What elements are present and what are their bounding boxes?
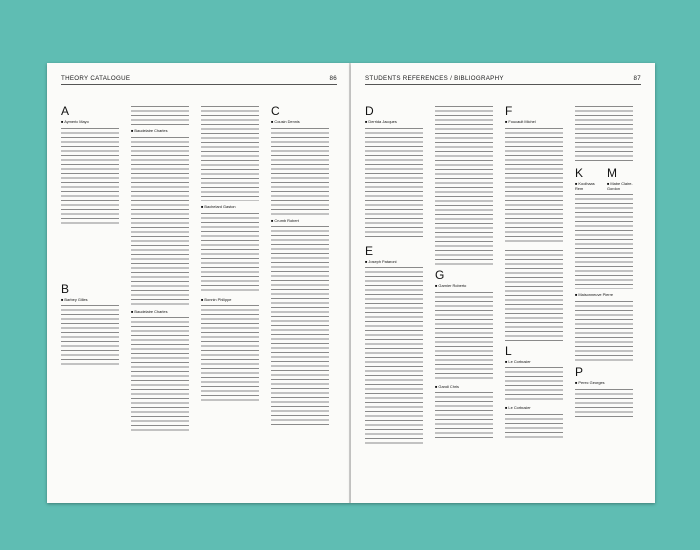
entry-title: ■ Cousin Dennis — [271, 119, 300, 124]
section-letter-g: G — [435, 268, 445, 282]
entry-body — [61, 304, 119, 366]
entry-block — [365, 120, 423, 239]
entry-title: ■ Joseph Pataroni — [365, 258, 397, 264]
entry-body — [131, 136, 189, 306]
left-running-head: THEORY CATALOGUE — [61, 75, 131, 82]
text-block — [61, 127, 119, 227]
text-block — [435, 105, 493, 265]
entry-body — [435, 391, 493, 441]
entry-title: ■ Baudelaire Charles — [131, 308, 168, 314]
entry-title: ■ Barbey Gilles — [61, 296, 88, 302]
entry-title: ■ Maisonneuve Pierre — [575, 292, 614, 298]
entry-body — [271, 127, 329, 215]
entry-title: ■ Koolhaas Rem — [575, 181, 595, 191]
entry-body — [365, 127, 423, 239]
text-block — [131, 105, 189, 125]
section-letter-l: L — [505, 343, 512, 358]
section-letter-e: E — [365, 243, 374, 258]
section-letter-f: F — [505, 104, 513, 118]
text-block — [365, 127, 423, 239]
entry-block — [365, 260, 423, 447]
right-column-3 — [505, 105, 563, 443]
entry-block — [505, 360, 563, 403]
entry-block — [271, 219, 329, 426]
text-block — [575, 193, 633, 289]
section-letter-k: K — [575, 166, 584, 180]
section-letter-b: B — [61, 281, 70, 296]
entry-body — [505, 413, 563, 439]
left-header-rule — [61, 84, 337, 85]
text-block — [271, 225, 329, 425]
right-header-rule — [365, 84, 641, 85]
entry-title: ■ Gandi Chris — [435, 383, 459, 389]
text-block — [271, 127, 329, 215]
left-column-3 — [201, 105, 259, 408]
entry-body — [365, 266, 423, 446]
entry-title: ■ Baudelaire Charles — [131, 128, 168, 133]
entry-block — [505, 406, 563, 439]
entry-title: ■ Bonnin Philippe — [201, 296, 232, 302]
letter-k-group — [575, 167, 599, 193]
text-block — [201, 212, 259, 294]
entry-body — [61, 127, 119, 227]
entry-body — [575, 105, 633, 163]
left-column-4 — [271, 105, 329, 429]
entry-block — [271, 120, 329, 215]
entry-body — [505, 127, 563, 245]
entry-block — [201, 105, 259, 201]
entry-title: ■ Garnier Roberto — [435, 283, 467, 288]
entry-block — [575, 193, 633, 289]
text-block — [505, 366, 563, 402]
entry-block — [575, 105, 633, 163]
entry-block — [505, 120, 563, 245]
entry-title: ■ Aymeric Mayo — [61, 119, 89, 124]
text-block — [365, 266, 423, 446]
entry-body — [435, 291, 493, 381]
right-page — [351, 63, 655, 503]
entry-title: ■ Foucault Michel — [505, 119, 536, 124]
entry-title: ■ Derrida Jacques — [365, 119, 397, 124]
entry-body — [201, 212, 259, 294]
entry-title: ■ Perec Georges — [575, 380, 605, 386]
right-page-number: 87 — [633, 75, 641, 82]
text-block — [131, 316, 189, 434]
entry-block — [131, 129, 189, 306]
text-block — [575, 105, 633, 163]
entry-block — [505, 249, 563, 341]
text-block — [435, 291, 493, 381]
entry-block — [131, 105, 189, 125]
right-running-head: STUDENTS REFERENCES / BIBLIOGRAPHY — [365, 75, 504, 82]
entry-body — [201, 105, 259, 201]
text-block — [131, 136, 189, 306]
text-block — [575, 300, 633, 362]
entry-title: ■ Mabe Claire-Gordon — [607, 181, 633, 191]
right-column-4 — [575, 105, 633, 422]
entry-body — [575, 193, 633, 289]
text-block — [505, 249, 563, 341]
entry-block — [201, 205, 259, 294]
right-column-2 — [435, 105, 493, 445]
entry-body — [505, 366, 563, 402]
letter-row-k-m — [575, 167, 633, 193]
section-letter-p: P — [575, 365, 584, 380]
left-page — [47, 63, 351, 503]
section-letter-c: C — [271, 104, 280, 118]
entry-block — [435, 105, 493, 265]
left-page-number: 86 — [329, 75, 337, 82]
text-block — [505, 127, 563, 245]
entry-block — [61, 120, 119, 227]
entry-title: ■ Crumb Robert — [271, 217, 299, 223]
entry-block — [131, 310, 189, 435]
entry-title: ■ Bachelard Gaston — [201, 204, 236, 209]
entry-title: ■ Le Corbusier — [505, 358, 531, 364]
entry-block — [575, 293, 633, 362]
section-letter-d: D — [365, 104, 374, 118]
entry-body — [271, 225, 329, 425]
entry-body — [131, 316, 189, 434]
entry-block — [435, 284, 493, 381]
entry-body — [435, 105, 493, 265]
entry-block — [61, 298, 119, 367]
entry-body — [131, 105, 189, 125]
section-letter-m: M — [607, 166, 617, 180]
text-block — [61, 304, 119, 366]
entry-block — [435, 385, 493, 442]
entry-block — [575, 381, 633, 418]
text-block — [505, 413, 563, 439]
text-block — [201, 105, 259, 201]
entry-block — [201, 298, 259, 405]
entry-body — [201, 304, 259, 404]
left-column-1 — [61, 105, 119, 370]
text-block — [435, 391, 493, 441]
entry-title: ■ Le Corbusier — [505, 405, 531, 411]
section-letter-a: A — [61, 104, 70, 118]
letter-m-group — [607, 167, 633, 193]
entry-body — [575, 300, 633, 362]
left-column-2 — [131, 105, 189, 438]
entry-body — [575, 388, 633, 418]
entry-body — [505, 249, 563, 341]
right-column-1 — [365, 105, 423, 450]
text-block — [575, 388, 633, 418]
text-block — [201, 304, 259, 404]
